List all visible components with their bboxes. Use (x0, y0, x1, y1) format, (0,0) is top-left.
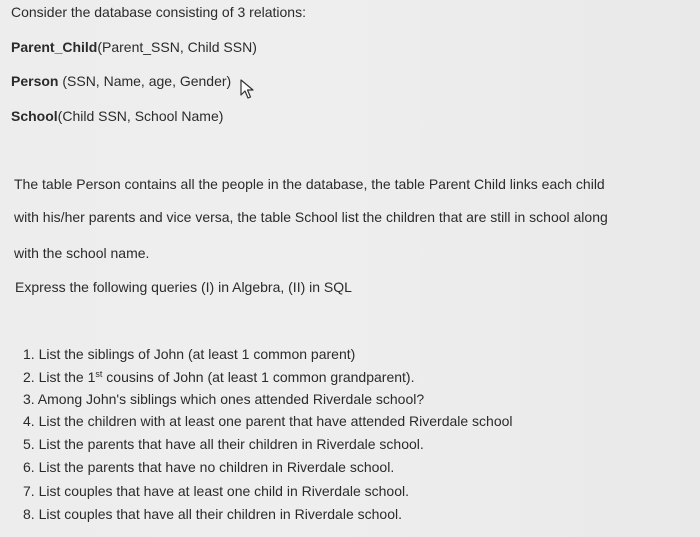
relation-name: Parent_Child (11, 39, 98, 55)
mouse-pointer-icon (239, 78, 259, 100)
question-text: 2. List the 1 (23, 369, 96, 385)
question-item: 8. List couples that have all their children in Riverdale school. (23, 506, 402, 522)
relation-attributes: (SSN, Name, age, Gender) (58, 73, 232, 89)
paragraph-line: with the school name. (14, 245, 150, 261)
relation-attributes: (Child SSN, School Name) (57, 108, 224, 124)
question-item: 1. List the siblings of John (at least 1 common parent) (23, 346, 356, 362)
question-text: cousins of John (at least 1 common grandparent). (102, 369, 415, 385)
paragraph-line: The table Person contains all the people in the database, the table Parent Child links each child (14, 176, 605, 192)
relation-name: Person (11, 73, 59, 89)
question-item: 4. List the children with at least one parent that have attended Riverdale school (23, 413, 513, 429)
paragraph-line: with his/her parents and vice versa, the table School list the children that are still in school along (14, 209, 608, 225)
relation-school (11, 108, 223, 124)
question-item: 6. List the parents that have no children in Riverdale school. (23, 459, 395, 475)
relation-attributes: (Parent_SSN, Child SSN) (97, 39, 257, 55)
question-item: 7. List couples that have at least one child in Riverdale school. (23, 483, 410, 499)
question-item: 5. List the parents that have all their children in Riverdale school. (23, 436, 424, 452)
relation-name: School (11, 108, 58, 124)
superscript: st (95, 369, 103, 379)
relation-person (11, 73, 231, 89)
relation-parent-child (11, 39, 257, 55)
question-item: 3. Among John's siblings which ones attended Riverdale school? (23, 391, 425, 407)
question-item (23, 369, 414, 385)
instruction-line: Express the following queries (I) in Algebra, (II) in SQL (15, 279, 352, 295)
intro-text: Consider the database consisting of 3 relations: (11, 4, 306, 20)
